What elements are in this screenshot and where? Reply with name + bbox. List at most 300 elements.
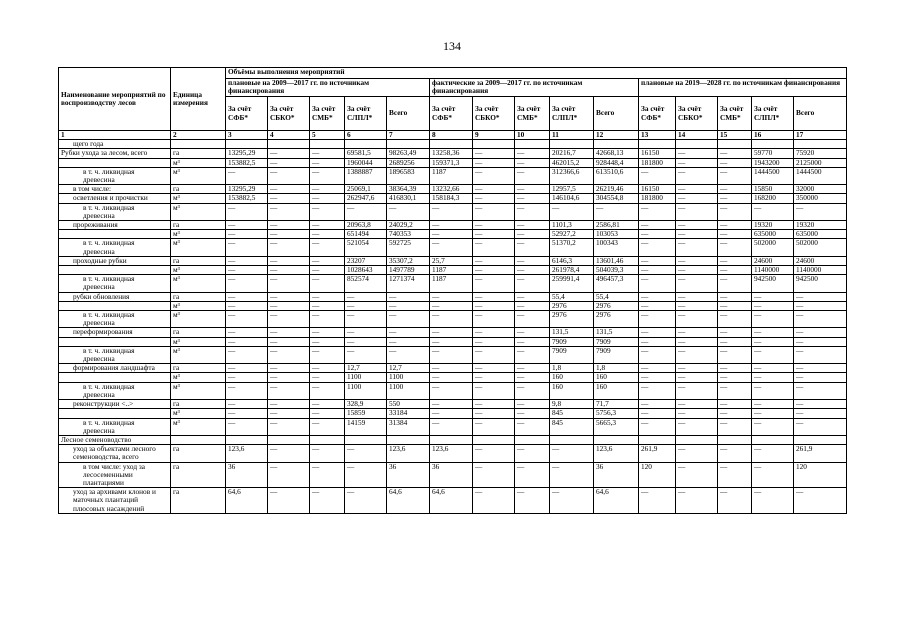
row-value: — bbox=[310, 445, 345, 462]
row-value: — bbox=[226, 256, 268, 265]
row-value bbox=[345, 140, 387, 149]
column-number: 17 bbox=[794, 131, 847, 140]
table-row bbox=[59, 266, 847, 275]
row-value: — bbox=[473, 167, 515, 184]
row-value: — bbox=[676, 488, 718, 514]
document-table-wrap bbox=[58, 67, 841, 514]
row-value: — bbox=[430, 328, 473, 337]
row-value: 24600 bbox=[752, 256, 794, 265]
row-value: — bbox=[473, 400, 515, 409]
row-value: 16150 bbox=[639, 149, 676, 158]
row-unit: м³ bbox=[171, 382, 226, 399]
table-row bbox=[59, 185, 847, 194]
row-value: — bbox=[718, 462, 752, 488]
row-value: — bbox=[676, 382, 718, 399]
table-row bbox=[59, 337, 847, 346]
table-row bbox=[59, 311, 847, 328]
row-value: — bbox=[268, 328, 310, 337]
row-unit bbox=[171, 140, 226, 149]
row-value: — bbox=[718, 221, 752, 230]
row-value: — bbox=[676, 149, 718, 158]
row-value: — bbox=[310, 418, 345, 435]
header-source: За счёт СФБ* bbox=[639, 97, 676, 131]
row-value: — bbox=[794, 328, 847, 337]
row-value: — bbox=[676, 346, 718, 363]
row-value: — bbox=[515, 203, 550, 220]
row-value: — bbox=[387, 292, 430, 301]
row-value: 462015,2 bbox=[550, 158, 594, 167]
row-value: — bbox=[473, 373, 515, 382]
row-value: 158184,3 bbox=[430, 194, 473, 203]
row-value: 13295,29 bbox=[226, 185, 268, 194]
row-value: 592725 bbox=[387, 239, 430, 256]
row-value: 350000 bbox=[794, 194, 847, 203]
row-value: — bbox=[473, 230, 515, 239]
row-value: 259991,4 bbox=[550, 275, 594, 292]
row-value: 12957,5 bbox=[550, 185, 594, 194]
row-name: в т. ч. ликвидная древесина bbox=[59, 311, 171, 328]
row-value: — bbox=[345, 488, 387, 514]
row-value: — bbox=[639, 364, 676, 373]
row-value: — bbox=[226, 221, 268, 230]
row-value: — bbox=[718, 445, 752, 462]
row-value: — bbox=[752, 311, 794, 328]
row-value: — bbox=[676, 373, 718, 382]
row-unit: м³ bbox=[171, 239, 226, 256]
row-name: в т. ч. ликвидная древесина bbox=[59, 203, 171, 220]
row-value: 304554,8 bbox=[594, 194, 639, 203]
row-value: — bbox=[676, 221, 718, 230]
row-value: — bbox=[387, 346, 430, 363]
row-unit: га bbox=[171, 256, 226, 265]
row-value: — bbox=[718, 239, 752, 256]
row-value: — bbox=[226, 167, 268, 184]
row-value: 6146,3 bbox=[550, 256, 594, 265]
row-value: — bbox=[473, 337, 515, 346]
row-value: — bbox=[473, 158, 515, 167]
column-number: 10 bbox=[515, 131, 550, 140]
column-number: 7 bbox=[387, 131, 430, 140]
row-value: — bbox=[473, 275, 515, 292]
row-value: — bbox=[676, 328, 718, 337]
row-value: — bbox=[310, 185, 345, 194]
row-value: — bbox=[515, 275, 550, 292]
header-source: За счёт СФБ* bbox=[226, 97, 268, 131]
row-name bbox=[59, 373, 171, 382]
row-value: 120 bbox=[639, 462, 676, 488]
row-value: 35307,2 bbox=[387, 256, 430, 265]
table-row bbox=[59, 140, 847, 149]
row-value: — bbox=[676, 301, 718, 310]
row-unit: м³ bbox=[171, 301, 226, 310]
row-value: — bbox=[473, 292, 515, 301]
table-row bbox=[59, 292, 847, 301]
row-value: — bbox=[226, 418, 268, 435]
row-value: 38364,39 bbox=[387, 185, 430, 194]
row-name: щего года bbox=[59, 140, 171, 149]
row-unit: м³ bbox=[171, 275, 226, 292]
row-value: 15859 bbox=[345, 409, 387, 418]
row-value: — bbox=[515, 364, 550, 373]
row-value: 181800 bbox=[639, 194, 676, 203]
row-value: — bbox=[268, 194, 310, 203]
row-value: — bbox=[515, 256, 550, 265]
row-value: 1100 bbox=[387, 382, 430, 399]
row-value: — bbox=[718, 158, 752, 167]
table-body bbox=[59, 140, 847, 514]
row-value: 23207 bbox=[345, 256, 387, 265]
row-value: 651494 bbox=[345, 230, 387, 239]
row-value: — bbox=[473, 409, 515, 418]
row-value: 12,7 bbox=[387, 364, 430, 373]
row-value: 19320 bbox=[794, 221, 847, 230]
header-source: За счёт СБКО* bbox=[473, 97, 515, 131]
row-value: — bbox=[718, 167, 752, 184]
row-value: — bbox=[515, 409, 550, 418]
row-value: — bbox=[430, 382, 473, 399]
row-value: 159371,3 bbox=[430, 158, 473, 167]
row-value: 1100 bbox=[345, 373, 387, 382]
row-value: 1140000 bbox=[794, 266, 847, 275]
row-value: — bbox=[718, 266, 752, 275]
row-value: — bbox=[226, 266, 268, 275]
row-name: уход за архивами клонов и маточных плантаций плюсовых насаждений bbox=[59, 488, 171, 514]
row-value: — bbox=[550, 462, 594, 488]
row-value: 740353 bbox=[387, 230, 430, 239]
row-value: — bbox=[310, 203, 345, 220]
row-value: — bbox=[387, 301, 430, 310]
row-value: 845 bbox=[550, 418, 594, 435]
row-value: 25,7 bbox=[430, 256, 473, 265]
row-value: 2976 bbox=[594, 311, 639, 328]
row-value: — bbox=[639, 409, 676, 418]
row-value: — bbox=[639, 328, 676, 337]
row-value: 103053 bbox=[594, 230, 639, 239]
row-value: — bbox=[639, 239, 676, 256]
row-value: — bbox=[473, 239, 515, 256]
row-value: — bbox=[226, 275, 268, 292]
row-value: — bbox=[473, 266, 515, 275]
row-value: 1497789 bbox=[387, 266, 430, 275]
row-value: — bbox=[718, 400, 752, 409]
row-value: — bbox=[718, 194, 752, 203]
row-value: — bbox=[310, 239, 345, 256]
row-value: — bbox=[794, 301, 847, 310]
row-value: 71,7 bbox=[594, 400, 639, 409]
row-value: — bbox=[310, 382, 345, 399]
row-value: 1140000 bbox=[752, 266, 794, 275]
header-source: Всего bbox=[594, 97, 639, 131]
row-unit: га bbox=[171, 292, 226, 301]
row-value: 12,7 bbox=[345, 364, 387, 373]
row-value: 55,4 bbox=[550, 292, 594, 301]
row-unit: га bbox=[171, 185, 226, 194]
row-value: — bbox=[718, 382, 752, 399]
row-unit: га bbox=[171, 400, 226, 409]
row-value: — bbox=[310, 292, 345, 301]
row-value bbox=[226, 435, 268, 444]
row-value: 168200 bbox=[752, 194, 794, 203]
table-header bbox=[59, 68, 847, 140]
row-value: — bbox=[268, 462, 310, 488]
row-value bbox=[550, 435, 594, 444]
row-value bbox=[718, 140, 752, 149]
row-value: — bbox=[752, 301, 794, 310]
row-unit: га bbox=[171, 221, 226, 230]
row-value: — bbox=[639, 311, 676, 328]
header-source: За счёт СМБ* bbox=[718, 97, 752, 131]
row-unit: м³ bbox=[171, 337, 226, 346]
row-value: 261,9 bbox=[794, 445, 847, 462]
row-value: 1444500 bbox=[752, 167, 794, 184]
row-value bbox=[473, 140, 515, 149]
row-value: — bbox=[430, 311, 473, 328]
header-unit: Единица измерения bbox=[171, 68, 226, 131]
row-value: — bbox=[226, 400, 268, 409]
row-value: — bbox=[387, 328, 430, 337]
row-value: — bbox=[268, 221, 310, 230]
row-value: — bbox=[752, 292, 794, 301]
row-value: — bbox=[718, 230, 752, 239]
row-value: 26219,46 bbox=[594, 185, 639, 194]
row-value: — bbox=[676, 167, 718, 184]
row-value: — bbox=[310, 221, 345, 230]
row-value: 635000 bbox=[752, 230, 794, 239]
row-value: — bbox=[550, 488, 594, 514]
row-value: 7909 bbox=[550, 337, 594, 346]
row-value: — bbox=[473, 488, 515, 514]
row-value: 13295,29 bbox=[226, 149, 268, 158]
row-value: — bbox=[226, 337, 268, 346]
row-value: — bbox=[515, 230, 550, 239]
row-value: 64,6 bbox=[387, 488, 430, 514]
row-value: — bbox=[794, 292, 847, 301]
row-value: — bbox=[473, 185, 515, 194]
row-value: — bbox=[473, 311, 515, 328]
row-value: 1943200 bbox=[752, 158, 794, 167]
row-value: — bbox=[515, 337, 550, 346]
row-value: 120 bbox=[794, 462, 847, 488]
row-value: 262947,6 bbox=[345, 194, 387, 203]
row-value: 7909 bbox=[594, 346, 639, 363]
row-value: 131,5 bbox=[550, 328, 594, 337]
row-value: — bbox=[515, 346, 550, 363]
row-value bbox=[387, 140, 430, 149]
row-value: — bbox=[345, 311, 387, 328]
row-value: 123,6 bbox=[387, 445, 430, 462]
row-value: — bbox=[226, 328, 268, 337]
row-value: — bbox=[718, 409, 752, 418]
row-value: 1896583 bbox=[387, 167, 430, 184]
row-value: — bbox=[718, 328, 752, 337]
row-value bbox=[550, 140, 594, 149]
row-value: 1187 bbox=[430, 167, 473, 184]
table-row bbox=[59, 435, 847, 444]
row-value: — bbox=[310, 400, 345, 409]
row-value: — bbox=[268, 409, 310, 418]
row-name: в т. ч. ликвидная древесина bbox=[59, 167, 171, 184]
row-value: — bbox=[310, 158, 345, 167]
row-value bbox=[639, 435, 676, 444]
row-value: 942500 bbox=[752, 275, 794, 292]
row-value: 160 bbox=[594, 382, 639, 399]
row-value: — bbox=[676, 230, 718, 239]
row-value bbox=[226, 140, 268, 149]
row-value: 131,5 bbox=[594, 328, 639, 337]
row-value: 32000 bbox=[794, 185, 847, 194]
row-value bbox=[310, 140, 345, 149]
row-name: в том числе: bbox=[59, 185, 171, 194]
row-value: — bbox=[345, 346, 387, 363]
row-value: 123,6 bbox=[594, 445, 639, 462]
row-value bbox=[310, 435, 345, 444]
row-value: — bbox=[752, 373, 794, 382]
row-value: — bbox=[473, 346, 515, 363]
page-number: 134 bbox=[443, 39, 461, 53]
row-value: — bbox=[752, 328, 794, 337]
row-value: — bbox=[639, 203, 676, 220]
row-value: — bbox=[639, 167, 676, 184]
row-value: — bbox=[594, 203, 639, 220]
row-unit: м³ bbox=[171, 409, 226, 418]
row-value: — bbox=[310, 337, 345, 346]
row-value bbox=[345, 435, 387, 444]
row-value: — bbox=[676, 462, 718, 488]
row-value: — bbox=[226, 311, 268, 328]
row-value: — bbox=[676, 292, 718, 301]
row-value: — bbox=[473, 418, 515, 435]
row-value: 14159 bbox=[345, 418, 387, 435]
row-value: — bbox=[515, 462, 550, 488]
row-value bbox=[515, 435, 550, 444]
column-number: 9 bbox=[473, 131, 515, 140]
row-value: — bbox=[310, 167, 345, 184]
row-value: — bbox=[752, 346, 794, 363]
header-source: За счёт СБКО* bbox=[268, 97, 310, 131]
row-value: — bbox=[639, 346, 676, 363]
row-value: — bbox=[676, 194, 718, 203]
row-value: 942500 bbox=[794, 275, 847, 292]
row-value: 416830,1 bbox=[387, 194, 430, 203]
row-value: — bbox=[268, 373, 310, 382]
row-value: 928448,4 bbox=[594, 158, 639, 167]
row-value: 2689256 bbox=[387, 158, 430, 167]
row-value: — bbox=[226, 409, 268, 418]
row-value: — bbox=[310, 275, 345, 292]
row-value: — bbox=[473, 221, 515, 230]
column-number: 15 bbox=[718, 131, 752, 140]
row-value: — bbox=[515, 221, 550, 230]
row-value: — bbox=[310, 301, 345, 310]
row-name: Лесное семеноводство bbox=[59, 435, 171, 444]
row-unit: га bbox=[171, 149, 226, 158]
header-actual-2009: фактические за 2009—2017 гг. по источникам финансирования bbox=[430, 79, 639, 97]
row-name: реконструкции <..> bbox=[59, 400, 171, 409]
row-unit: м³ bbox=[171, 418, 226, 435]
row-value: 845 bbox=[550, 409, 594, 418]
table-row bbox=[59, 328, 847, 337]
row-value: — bbox=[676, 400, 718, 409]
row-value: — bbox=[794, 373, 847, 382]
row-value: — bbox=[794, 364, 847, 373]
row-name: в т. ч. ликвидная древесина bbox=[59, 346, 171, 363]
row-value: 123,6 bbox=[226, 445, 268, 462]
row-unit: м³ bbox=[171, 203, 226, 220]
row-value: 153882,5 bbox=[226, 158, 268, 167]
column-number: 3 bbox=[226, 131, 268, 140]
row-value: — bbox=[310, 311, 345, 328]
row-value: — bbox=[226, 203, 268, 220]
header-planned-2019: плановые на 2019—2028 гг. по источникам финансирования bbox=[639, 79, 847, 97]
row-value: 550 bbox=[387, 400, 430, 409]
row-value: 1101,3 bbox=[550, 221, 594, 230]
row-value: — bbox=[430, 373, 473, 382]
row-value: — bbox=[310, 488, 345, 514]
row-value: — bbox=[676, 256, 718, 265]
row-value: 36 bbox=[387, 462, 430, 488]
row-value bbox=[473, 435, 515, 444]
row-value: 496457,3 bbox=[594, 275, 639, 292]
row-value: — bbox=[430, 239, 473, 256]
row-value: 2976 bbox=[550, 311, 594, 328]
row-value: 261978,4 bbox=[550, 266, 594, 275]
row-value: — bbox=[268, 311, 310, 328]
row-value: — bbox=[794, 337, 847, 346]
row-value: 2125000 bbox=[794, 158, 847, 167]
table-row bbox=[59, 445, 847, 462]
row-value: 75920 bbox=[794, 149, 847, 158]
row-value: — bbox=[515, 292, 550, 301]
row-value: 25069,1 bbox=[345, 185, 387, 194]
row-value: 1,8 bbox=[594, 364, 639, 373]
row-value: 2586,81 bbox=[594, 221, 639, 230]
row-value: — bbox=[676, 364, 718, 373]
header-planned-2009: плановые на 2009—2017 гг. по источникам финансирования bbox=[226, 79, 430, 97]
row-value: 7909 bbox=[594, 337, 639, 346]
row-value: — bbox=[676, 311, 718, 328]
row-value bbox=[268, 435, 310, 444]
table-row bbox=[59, 194, 847, 203]
row-name: в т. ч. ликвидная древесина bbox=[59, 418, 171, 435]
row-value: 852574 bbox=[345, 275, 387, 292]
column-number: 11 bbox=[550, 131, 594, 140]
row-value: — bbox=[639, 266, 676, 275]
row-value: — bbox=[473, 364, 515, 373]
row-value: 613510,6 bbox=[594, 167, 639, 184]
row-value: — bbox=[515, 382, 550, 399]
row-value: 123,6 bbox=[430, 445, 473, 462]
row-unit: га bbox=[171, 462, 226, 488]
row-value: — bbox=[639, 292, 676, 301]
table-row bbox=[59, 256, 847, 265]
header-source: Всего bbox=[387, 97, 430, 131]
row-value: — bbox=[718, 275, 752, 292]
row-value: — bbox=[310, 373, 345, 382]
row-value: — bbox=[752, 409, 794, 418]
row-value: — bbox=[310, 364, 345, 373]
row-value: 16150 bbox=[639, 185, 676, 194]
row-value: 502000 bbox=[794, 239, 847, 256]
table-row bbox=[59, 149, 847, 158]
row-value: 1100 bbox=[345, 382, 387, 399]
row-value: — bbox=[268, 445, 310, 462]
row-value bbox=[515, 140, 550, 149]
row-value: 20963,8 bbox=[345, 221, 387, 230]
row-value: — bbox=[718, 337, 752, 346]
row-value bbox=[594, 435, 639, 444]
row-unit: га bbox=[171, 488, 226, 514]
row-value: — bbox=[268, 149, 310, 158]
